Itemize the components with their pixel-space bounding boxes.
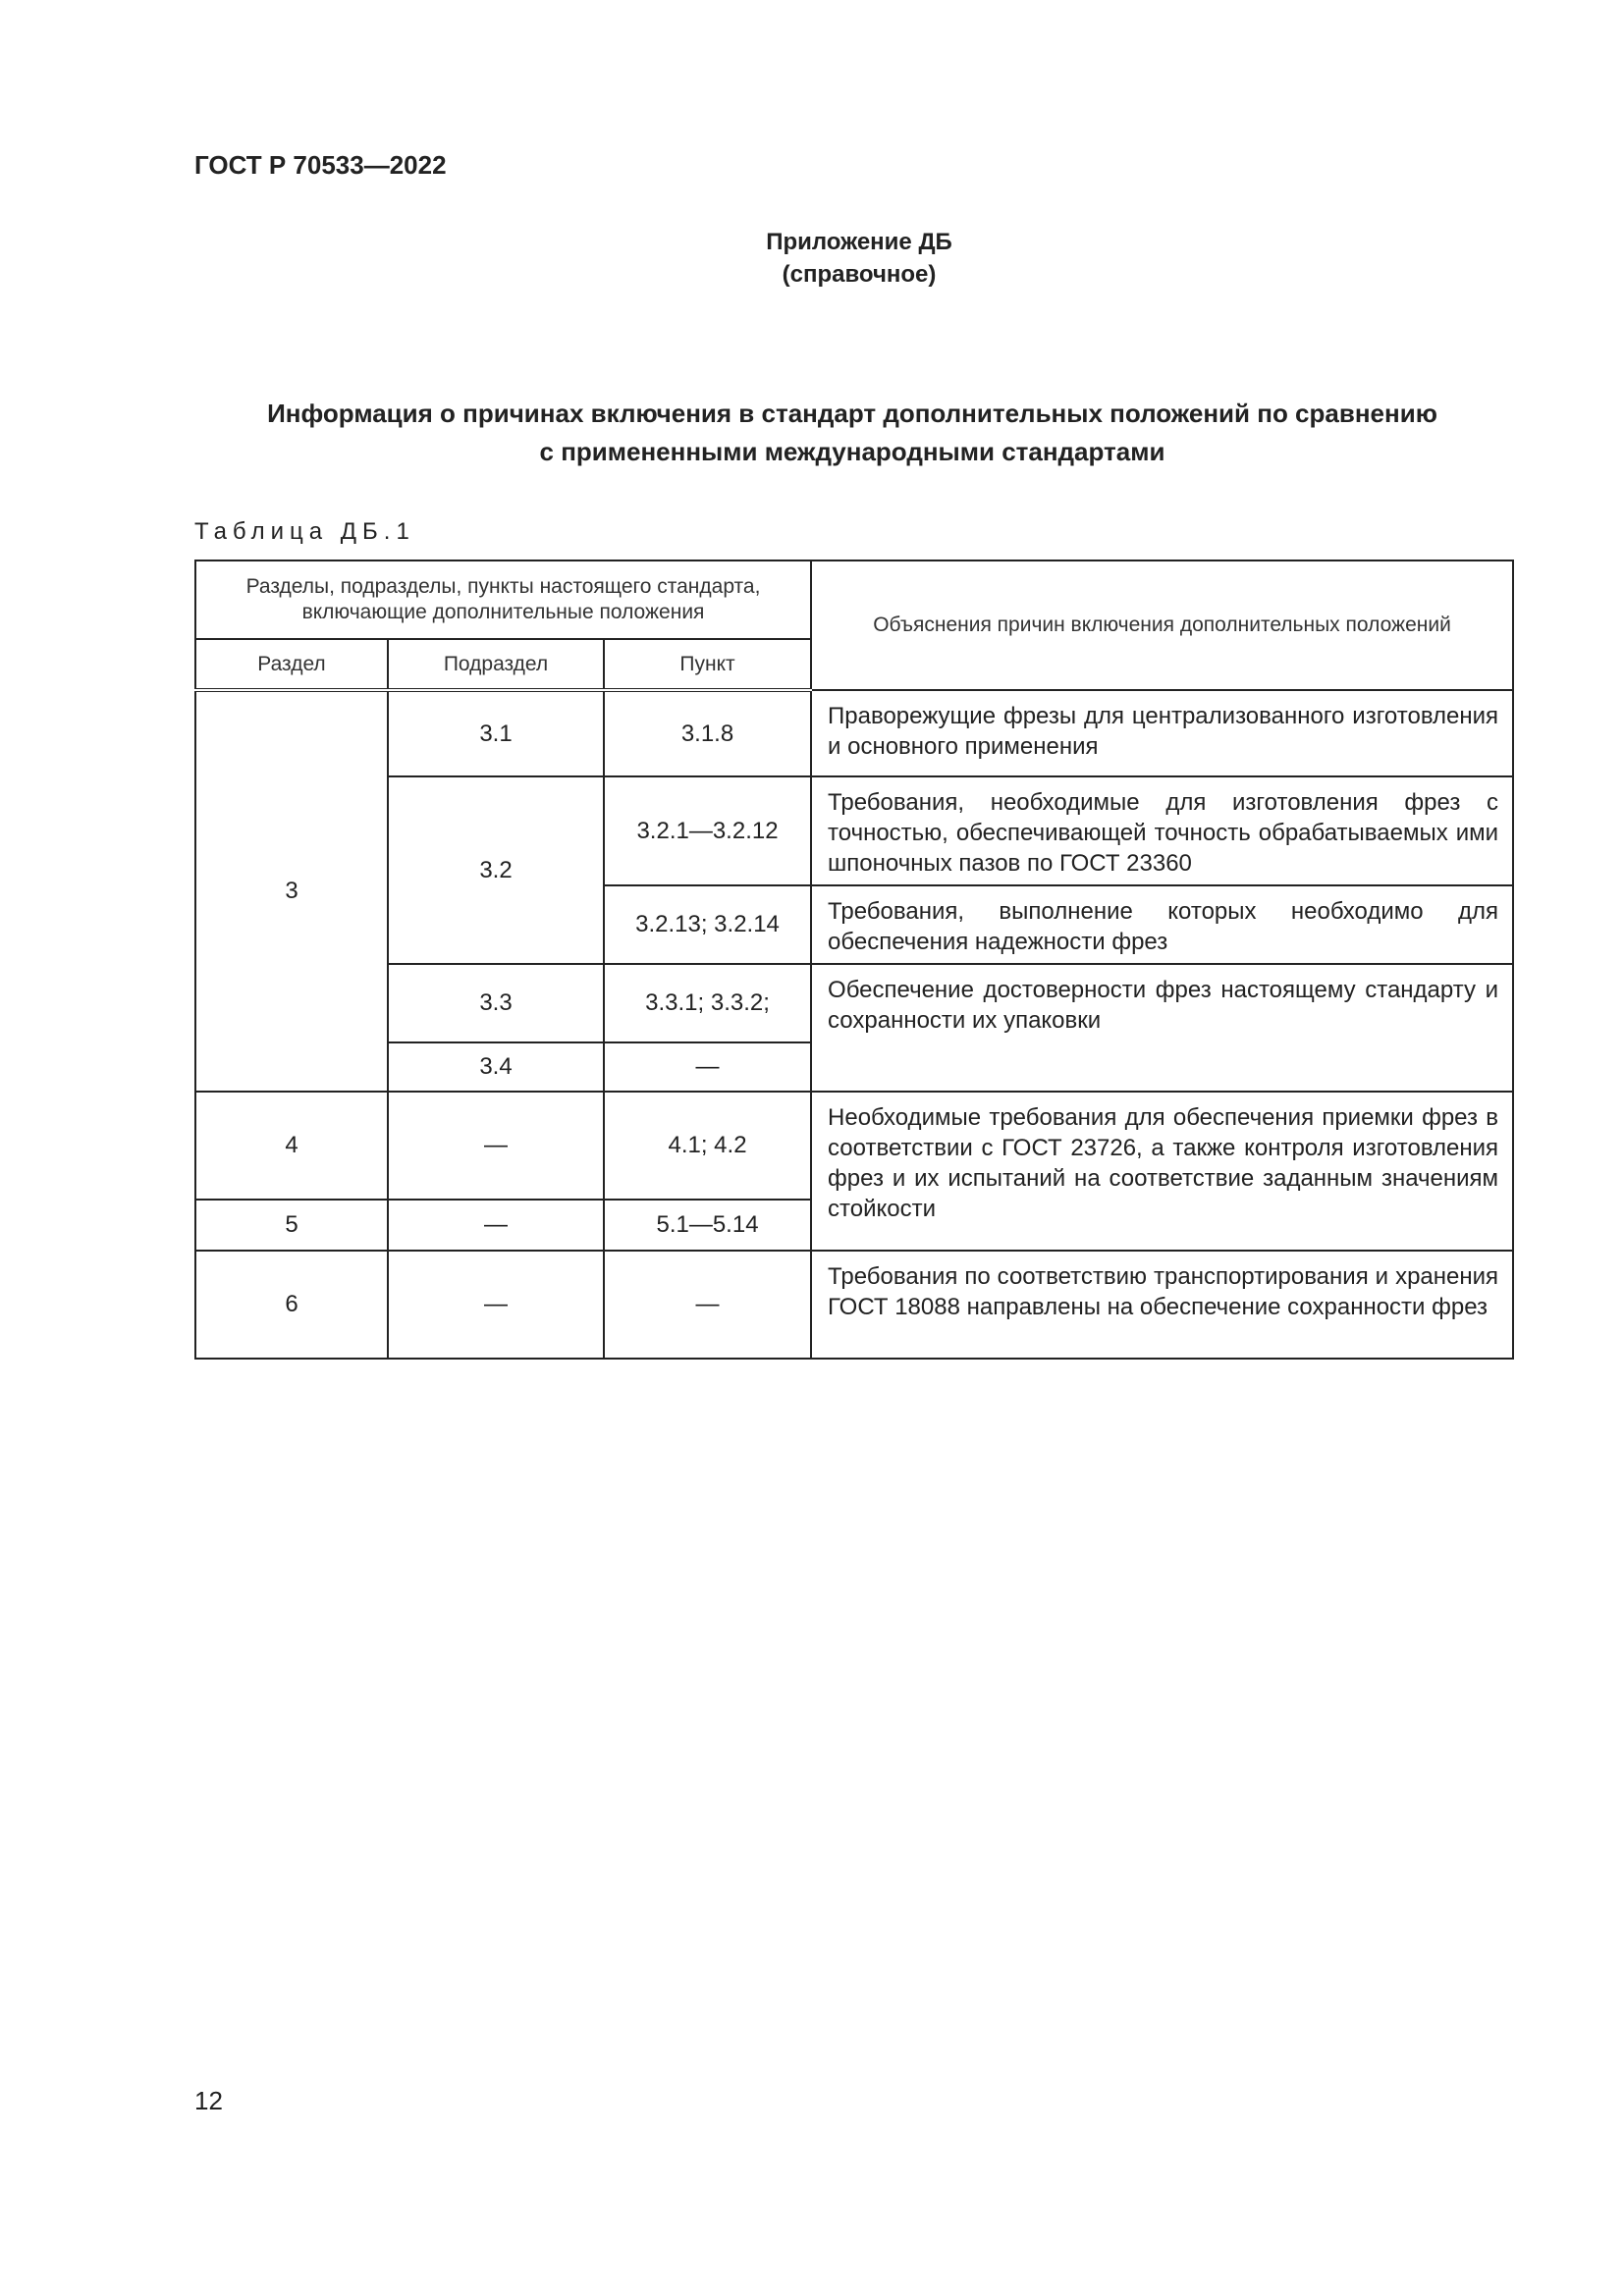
page-number: 12 <box>194 2086 223 2115</box>
header-explanation-cell: Объяснения причин включения дополнительных положений <box>811 561 1513 690</box>
subsection-cell: 3.2 <box>388 776 604 964</box>
header-group-cell: Разделы, подразделы, пункты настоящего стандарта, включающие дополнительные положения <box>195 561 811 639</box>
table-header-row <box>195 561 1513 639</box>
heading-line-1: Информация о причинах включения в стандарт дополнительных положений по сравнению <box>267 399 1437 428</box>
subsection-cell: — <box>388 1092 604 1200</box>
item-cell: 3.2.1—3.2.12 <box>604 776 811 885</box>
item-cell: 3.2.13; 3.2.14 <box>604 885 811 964</box>
explanation-cell: Обеспечение достоверности фрез настоящему стандарту и сохранности их упаковки <box>811 964 1513 1092</box>
table-caption: Таблица ДБ.1 <box>194 518 415 545</box>
table-row <box>195 964 1513 1042</box>
explanation-cell: Требования, выполнение которых необходимо для обеспечения надежности фрез <box>811 885 1513 964</box>
item-cell: 5.1—5.14 <box>604 1200 811 1251</box>
explanation-cell: Требования, необходимые для изготовления фрез с точностью, обеспечивающей точность обрабатываемых ими шпоночных пазов по ГОСТ 23360 <box>811 776 1513 885</box>
table-row <box>195 1251 1513 1359</box>
section-cell-4: 4 <box>195 1092 388 1200</box>
subsection-cell: 3.3 <box>388 964 604 1042</box>
col-subsection-header: Подраздел <box>388 639 604 690</box>
col-section-header: Раздел <box>195 639 388 690</box>
item-cell: — <box>604 1251 811 1359</box>
heading-line-2: с примененными международными стандартами <box>539 437 1165 466</box>
subsection-cell: — <box>388 1251 604 1359</box>
appendix-title: Приложение ДБ <box>766 229 952 255</box>
col-item-header: Пункт <box>604 639 811 690</box>
item-cell: — <box>604 1042 811 1092</box>
document-code: ГОСТ Р 70533—2022 <box>194 150 447 180</box>
item-cell: 3.3.1; 3.3.2; <box>604 964 811 1042</box>
item-cell: 4.1; 4.2 <box>604 1092 811 1200</box>
appendix-header <box>491 226 1227 291</box>
appendix-type: (справочное) <box>782 261 937 288</box>
table-row <box>195 776 1513 885</box>
explanation-cell: Необходимые требования для обеспечения приемки фрез в соответствии с ГОСТ 23726, а также контроля изготовления фрез и их испытаний на соответствие заданным значениям стойкости <box>811 1092 1513 1251</box>
section-cell-5: 5 <box>195 1200 388 1251</box>
subsection-cell: 3.4 <box>388 1042 604 1092</box>
table-row <box>195 1092 1513 1200</box>
item-cell: 3.1.8 <box>604 690 811 776</box>
table-row <box>195 690 1513 776</box>
explanation-cell: Праворежущие фрезы для централизованного изготовления и основного применения <box>811 690 1513 776</box>
subsection-cell: — <box>388 1200 604 1251</box>
section-cell-6: 6 <box>195 1251 388 1359</box>
section-heading <box>194 395 1510 471</box>
explanation-cell: Требования по соответствию транспортирования и хранения ГОСТ 18088 направлены на обеспечение сохранности фрез <box>811 1251 1513 1359</box>
requirements-table <box>194 560 1514 1360</box>
section-cell-3: 3 <box>195 690 388 1092</box>
subsection-cell: 3.1 <box>388 690 604 776</box>
